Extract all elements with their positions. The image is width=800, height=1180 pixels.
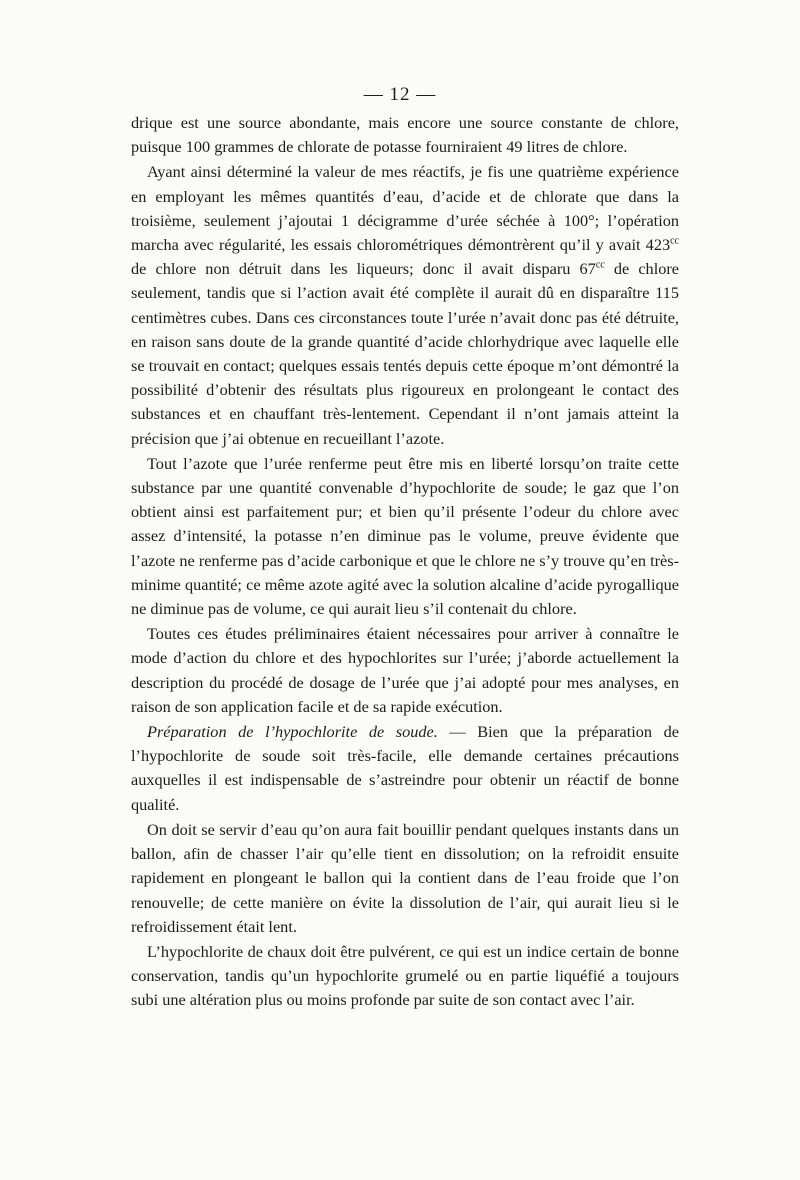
paragraph-2-part-2: de chlore non détruit dans les liqueurs; donc il avait disparu 67 — [131, 259, 596, 279]
paragraph-5-text: — Bien que la préparation de l’hypochlorite de soude soit très-facile, elle demande certaines précautions auxquelles il est indispensable de s’astreindre pour obtenir un réactif de bonne qualité. — [131, 722, 679, 814]
paragraph-7: L’hypochlorite de chaux doit être pulvérent, ce qui est un indice certain de bonne conservation, tandis qu’un hypochlorite grumelé ou en partie liquéfié a toujours subi une altération plus ou moins profonde par suite de son contact avec l’air. — [131, 941, 679, 1010]
paragraph-2-part-1: Ayant ainsi déterminé la valeur de mes réactifs, je fis une quatrième expérience en employant les mêmes quantités d’eau, d’acide et de chlorate que dans la troisième, seulement j’ajoutai 1 décigramme d’urée séchée à 100°; l’opération marcha avec régularité, les essais chlorométriques démontrèrent qu’il y avait 423 — [131, 162, 679, 255]
paragraph-5 — [131, 720, 679, 817]
cubic-centimeter-superscript: cc — [595, 259, 605, 271]
section-heading-inline: Préparation de l’hypochlorite de soude. — [147, 722, 438, 742]
paragraph-6: On doit se servir d’eau qu’on aura fait bouillir pendant quelques instants dans un ballon, afin de chasser l’air qu’elle tient en dissolution; on la refroidit ensuite rapidement en plongeant le ballon qui la contient dans de l’eau froide que l’on renouvelle; de cette manière on évite la dissolution de l’air, qui aurait lieu si le refroidissement était lent. — [131, 819, 679, 936]
paragraph-3: Tout l’azote que l’urée renferme peut être mis en liberté lorsqu’on traite cette substance par une quantité convenable d’hypochlorite de soude; le gaz que l’on obtient ainsi est parfaitement pur; et bien qu’il présente l’odeur du chlore avec assez d’intensité, la potasse n’en diminue pas le volume, preuve évidente que l’azote ne renferme pas d’acide carbonique et que le chlore ne s’y trouve qu’en très-minime quantité; ce même azote agité avec la solution alcaline d’acide pyrogallique ne diminue pas de volume, ce qui aurait lieu s’il contenait du chlore. — [131, 453, 679, 619]
paragraph-4: Toutes ces études préliminaires étaient nécessaires pour arriver à connaître le mode d’action du chlore et des hypochlorites sur l’urée; j’aborde actuellement la description du procédé de dosage de l’urée que j’ai adopté pour mes analyses, en raison de son application facile et de sa rapide exécution. — [131, 624, 679, 716]
paragraph-1: drique est une source abondante, mais encore une source constante de chlore, puisque 100 grammes de chlorate de potasse fourniraient 49 litres de chlore. — [131, 113, 679, 157]
cubic-centimeter-superscript: cc — [670, 235, 679, 247]
body-text — [131, 111, 679, 1013]
page-number: — 12 — — [363, 84, 437, 105]
paragraph-2-part-3: de chlore seulement, tandis que si l’action avait été complète il aurait dû en disparaître 115 centimètres cubes. Dans ces circonstances toute l’urée n’avait donc pas été détruite, en raison sans doute de la grande quantité d’acide chlorhydrique avec laquelle elle se trouvait en contact; quelques essais tentés depuis cette époque m’ont démontré la possibilité d’obtenir des résultats plus rigoureux en prolongeant le contact des substances et en chauffant très-lentement. Cependant il n’ont jamais atteint la précision que j’ai obtenue en recueillant l’azote. — [131, 259, 680, 448]
paragraph-2 — [131, 160, 679, 450]
